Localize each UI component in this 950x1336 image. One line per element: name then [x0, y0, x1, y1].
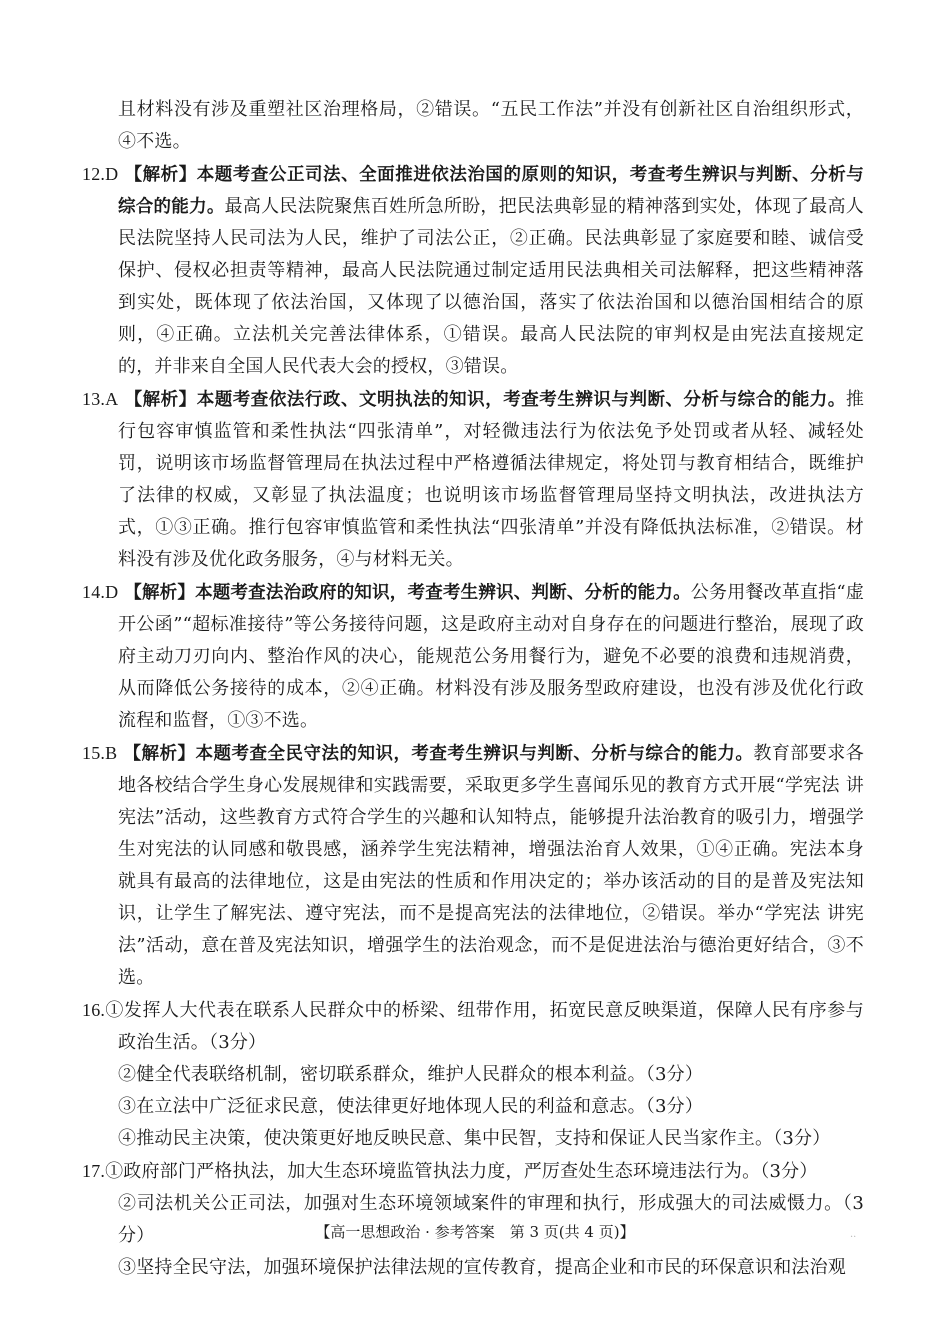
item-number: 17.	[82, 1161, 106, 1181]
item-number: 13.A	[82, 389, 119, 409]
answer-point: ②司法机关公正司法，加强对生态环境领域案件的审理和执行，形成强大的司法威慑力。（3分）	[118, 1193, 864, 1246]
item-17	[82, 1155, 864, 1284]
item-12	[82, 158, 864, 383]
item-12-text	[82, 158, 864, 383]
item-number: 12.D	[82, 164, 119, 184]
answer-point: ④推动民主决策，使决策更好地反映民意、集中民智，支持和保证人民当家作主。（3分）	[118, 1128, 831, 1149]
item-body: 最高人民法院聚焦百姓所急所盼，把民法典彰显的精神落到实处，体现了最高人民法院坚持人民司法为人民，维护了司法公正，②正确。民法典彰显了家庭要和睦、诚信受保护、侵权必担责等精神，最高人民法院通过制定适用民法典相关司法解释，把这些精神落到实处，既体现了依法治国，又体现了以德治国，落实了依法治国和以德治国相结合的原则，④正确。立法机关完善法律体系，①错误。最高人民法院的审判权是由宪法直接规定的，并非来自全国人民代表大会的授权，③错误。	[118, 196, 864, 377]
item-body: 推行包容审慎监管和柔性执法“四张清单”，对轻微违法行为依法免予处罚或者从轻、减轻处罚，说明该市场监督管理局在执法过程中严格遵循法律规定，将处罚与教育相结合，既维护了法律的权威，又彰显了执法温度；也说明该市场监督管理局坚持文明执法，改进执法方式，①③正确。推行包容审慎监管和柔性执法“四张清单”并没有降低执法标准，②错误。材料没有涉及优化政务服务，④与材料无关。	[118, 389, 865, 570]
item-15-text	[82, 737, 864, 994]
answer-point: ②健全代表联络机制，密切联系群众，维护人民群众的根本利益。（3分）	[118, 1064, 704, 1085]
item-heading: 【解析】本题考查法治政府的知识，考查考生辨识、判断、分析的能力。	[124, 583, 691, 603]
item-body: 教育部要求各地各校结合学生身心发展规律和实践需要，采取更多学生喜闻乐见的教育方式开展“学宪法 讲宪法”活动，这些教育方式符合学生的兴趣和认知特点，能够提升法治教育的吸引力，增强学生对宪法的认同感和敬畏感，涵养学生宪法精神，增强法治育人效果，①④正确。宪法本身就具有最高的法律地位，这是由宪法的性质和作用决定的；举办该活动的目的是普及宪法知识，让学生了解宪法、遵守宪法，而不是提高宪法的法律地位，②错误。举办“学宪法 讲宪法”活动，意在普及宪法知识，增强学生的法治观念，而不是促进法治与德治更好结合，③不选。	[118, 743, 864, 988]
item-heading: 【解析】本题考查公正司法、全面推进依法治国的原则的知识，考查考生辨识与判断、分析与综合的能力。	[118, 165, 864, 217]
item-heading: 【解析】本题考查全民守法的知识，考查考生辨识与判断、分析与综合的能力。	[123, 744, 754, 764]
item-13	[82, 383, 865, 576]
item-17-point-1	[82, 1155, 864, 1188]
paragraph-11-tail	[118, 94, 864, 158]
item-number: 16.	[82, 1000, 106, 1020]
answer-point: ①发挥人大代表在联系人民群众中的桥梁、纽带作用，拓宽民意反映渠道，保障人民有序参与政治生活。（3分）	[105, 1000, 864, 1053]
page-footer: 【高一思想政治 · 参考答案 第 3 页(共 4 页)】	[315, 1223, 635, 1241]
answer-point: ③在立法中广泛征求民意，使法律更好地体现人民的利益和意志。（3分）	[118, 1096, 704, 1117]
item-14-text	[82, 576, 865, 737]
item-body: 公务用餐改革直指“虚开公函”“超标准接待”等公务接待问题，这是政府主动对自身存在的问题进行整治，展现了政府主动刀刃向内、整治作风的决心，能规范公务用餐行为，避免不必要的浪费和违规消费，从而降低公务接待的成本，②④正确。材料没有涉及服务型政府建设，也没有涉及优化行政流程和监督，①③不选。	[118, 582, 865, 731]
item-15	[82, 737, 864, 994]
answer-point: ①政府部门严格执法，加大生态环境监管执法力度，严厉查处生态环境违法行为。（3分）	[105, 1161, 818, 1182]
answer-point: ③坚持全民守法，加强环境保护法律法规的宣传教育，提高企业和市民的环保意识和法治观	[118, 1257, 846, 1278]
item-16-point-1	[82, 994, 864, 1059]
item-16	[82, 994, 864, 1155]
item-heading: 【解析】本题考查依法行政、文明执法的知识，考查考生辨识与判断、分析与综合的能力。	[124, 390, 846, 410]
document-body	[82, 94, 865, 1284]
item-number: 14.D	[82, 582, 119, 602]
item-14	[82, 576, 865, 737]
item-number: 15.B	[82, 743, 118, 763]
text: 且材料没有涉及重塑社区治理格局，②错误。“五民工作法”并没有创新社区自治组织形式，④不选。	[118, 99, 864, 152]
corner-mark: ··	[850, 1232, 857, 1243]
item-13-text	[82, 383, 865, 576]
